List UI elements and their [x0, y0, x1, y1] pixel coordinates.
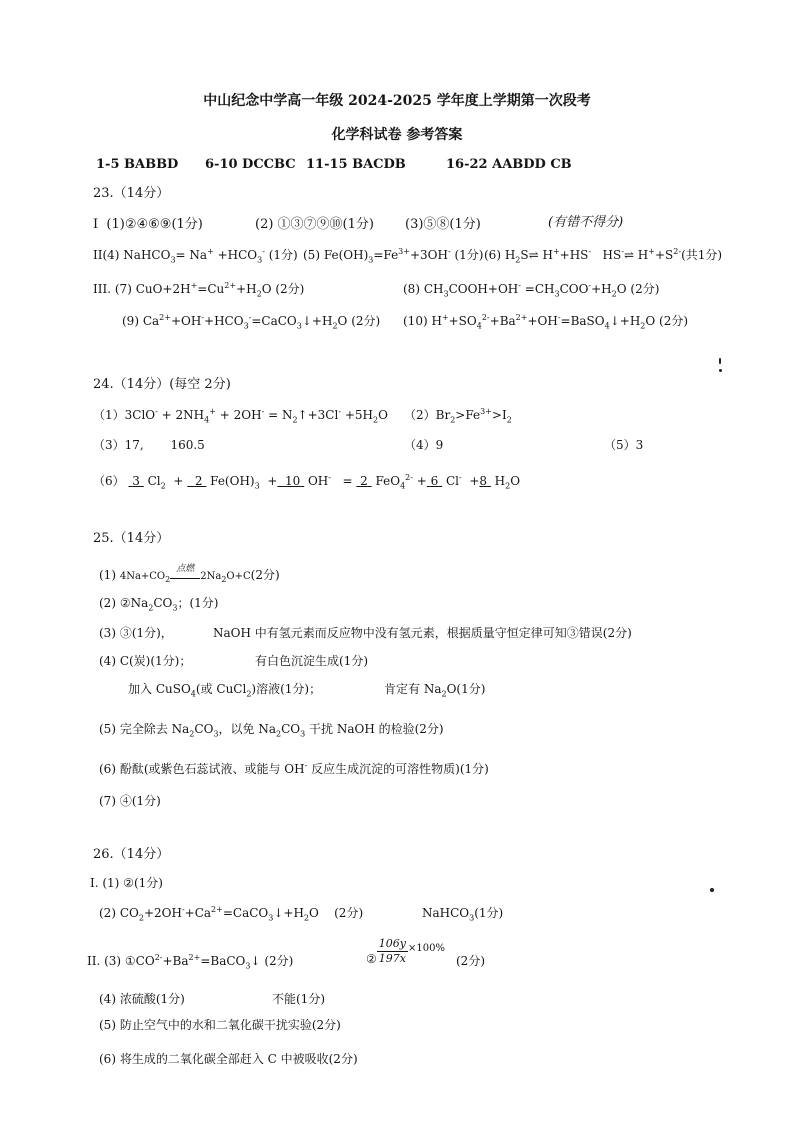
q24-a2: $(2)Br_2>Fe^{3+}>I_2$: [404, 407, 512, 425]
q26-i2-nahco3: NaHCO$_3$(1分): [422, 906, 504, 923]
choice-11-15: 11-15 BACDB: [306, 157, 406, 172]
page-title: 中山纪念中学高一年级 2024-2025 学年度上学期第一次段考: [203, 93, 591, 109]
q26-ii3-formula: ② $\frac{106y}{197x}$ $^{\times 100\%}$: [366, 937, 445, 966]
q23-i-label: I: [93, 217, 99, 232]
q25-a1: (1) $4Na+CO_2$ 点燃 $2Na_2O+C(2$分): [99, 566, 280, 586]
coef-cl: 6: [430, 474, 439, 488]
q24-a5: （5）3: [604, 438, 644, 452]
q23-iii10: (10) $H^++SO_4^{2-}+Ba^{2+}+OH^-=BaSO_4↓+H_2O$ (2分): [403, 313, 689, 331]
q24-a3: （3）17, 160.5: [93, 438, 205, 452]
q23-heading: 23.（14分）: [93, 186, 170, 201]
q23-i3: (3)⑤⑧(1分): [405, 217, 481, 232]
q23-part-ii: [93, 246, 298, 264]
choice-16-22: 16-22 AABDD CB: [446, 157, 572, 172]
coef-feo4: 2: [360, 474, 368, 488]
q26-heading: 26.（14分）: [93, 847, 170, 862]
q23-iii-label: III.: [93, 282, 112, 296]
scan-mark: [710, 888, 714, 892]
q25-heading: 25.（14分）: [93, 531, 170, 546]
q25-a4d: 肯定有 $Na_2O(1$分): [384, 682, 486, 699]
coef-oh: 10: [285, 474, 301, 488]
q25-a6: (6) 酚酞(或紫色石蕊试液、或能与 OH- 反应生成沉淀的可溶性物质)(1分): [99, 761, 489, 776]
q23-ii4: (4) NaHCO$_3$= $Na^+ +HCO_3^-$ (1分): [102, 247, 298, 265]
q23-ii6: (6) $H_2S\rightleftharpoons$ H++HS- HS-⇌ $H^++S^{2-}$(共1分): [484, 247, 723, 265]
scan-mark: [719, 358, 721, 364]
q23-i-note: (有错不得分): [548, 215, 624, 230]
q23-ii5: (5) $Fe(OH)_3=Fe^{3+}+3OH^-$ (1分): [303, 247, 484, 265]
q25-a1-condition: 点燃: [176, 564, 195, 574]
q23-iii7: (7) $CuO+2H^+=Cu^{2+}+H_2O$ (2分): [114, 281, 305, 299]
q26-ii3-score: (2分): [456, 954, 485, 968]
q25-a4b: 有白色沉淀生成(1分): [255, 654, 368, 668]
q23-ii-label: II: [93, 248, 103, 262]
q23-iii9: (9) $Ca^{2+}+OH^-+HCO_3^-=CaCO_3↓+H_2O$ (2分): [122, 313, 381, 331]
formula-denominator: 197x: [378, 952, 406, 965]
page-subtitle: 化学科试卷 参考答案: [331, 127, 463, 143]
q23-i1: (1)②④⑥⑨(1分): [106, 217, 203, 232]
q26-i1: I. (1) ②(1分): [90, 876, 163, 890]
q25-a3a: (3) ③(1分)，: [99, 626, 173, 640]
q24-a4: （4）9: [404, 438, 444, 452]
q23-part-iii: [93, 280, 304, 298]
scan-mark: [719, 369, 722, 372]
q23-part-i: [93, 216, 203, 234]
q26-a4b: 不能(1分): [272, 992, 325, 1006]
q24-heading: 24.（14分）(每空 2分): [93, 377, 231, 392]
q23-i2: (2) ①③⑦⑨⑩(1分): [255, 217, 374, 232]
q26-ii3: II. (3) $①CO^{2-}+Ba^{2+}=BaCO_3↓$ (2分): [87, 953, 294, 971]
q25-a5: (5) 完全除去 $Na_2CO_3$，以免 $Na_2CO_3$ 干扰 NaOH 的检验(2分): [99, 722, 444, 739]
q25-a2: (2) $②Na_2CO_3$；(1分): [99, 596, 219, 613]
choice-6-10: 6-10 DCCBC: [205, 157, 296, 172]
q25-a3b: NaOH 中有氢元素而反应物中没有氢元素，根据质量守恒定律可知③错误(2分): [213, 626, 632, 640]
q24-a6: （6） 3 $Cl_2$ + 2 $Fe(OH)_3 + 10$ OH- = 2 FeO$_4^{2-}$ + 6 Cl- +8 $H_2O$: [93, 473, 521, 491]
q25-a4c: 加入 CuSO$_4$(或 CuCl$_2$)溶液(1分)；: [128, 682, 322, 699]
q25-a4a: (4) C(炭)(1分)；: [99, 654, 192, 668]
choice-1-5: 1-5 BABBD: [96, 157, 179, 172]
coef-h2o: 8: [479, 474, 488, 488]
coef-feoh3: 2: [194, 474, 203, 488]
q23-iii8: (8) $CH_3COOH+OH^- =CH_3COO^-+H_2O$ (2分): [403, 281, 660, 299]
q26-a4a: (4) 浓硫酸(1分): [99, 992, 185, 1006]
q26-a6: (6) 将生成的二氧化碳全部赶入 C 中被吸收(2分): [99, 1052, 358, 1066]
q25-a7: (7) ④(1分): [99, 794, 161, 808]
formula-numerator: 106y: [378, 937, 406, 950]
q26-a5: (5) 防止空气中的水和二氧化碳干扰实验(2分): [99, 1018, 341, 1032]
q24-a1: $(1)3ClO^- + 2NH_4^+ + 2OH^-$ = $N_2↑+3Cl^- +5H_2O$: [93, 407, 388, 425]
coef-cl2: 3: [132, 474, 140, 488]
q26-i2: (2) $CO_2+2OH^-+Ca^{2+}=CaCO_3↓+H_2O$ (2分): [99, 905, 364, 923]
